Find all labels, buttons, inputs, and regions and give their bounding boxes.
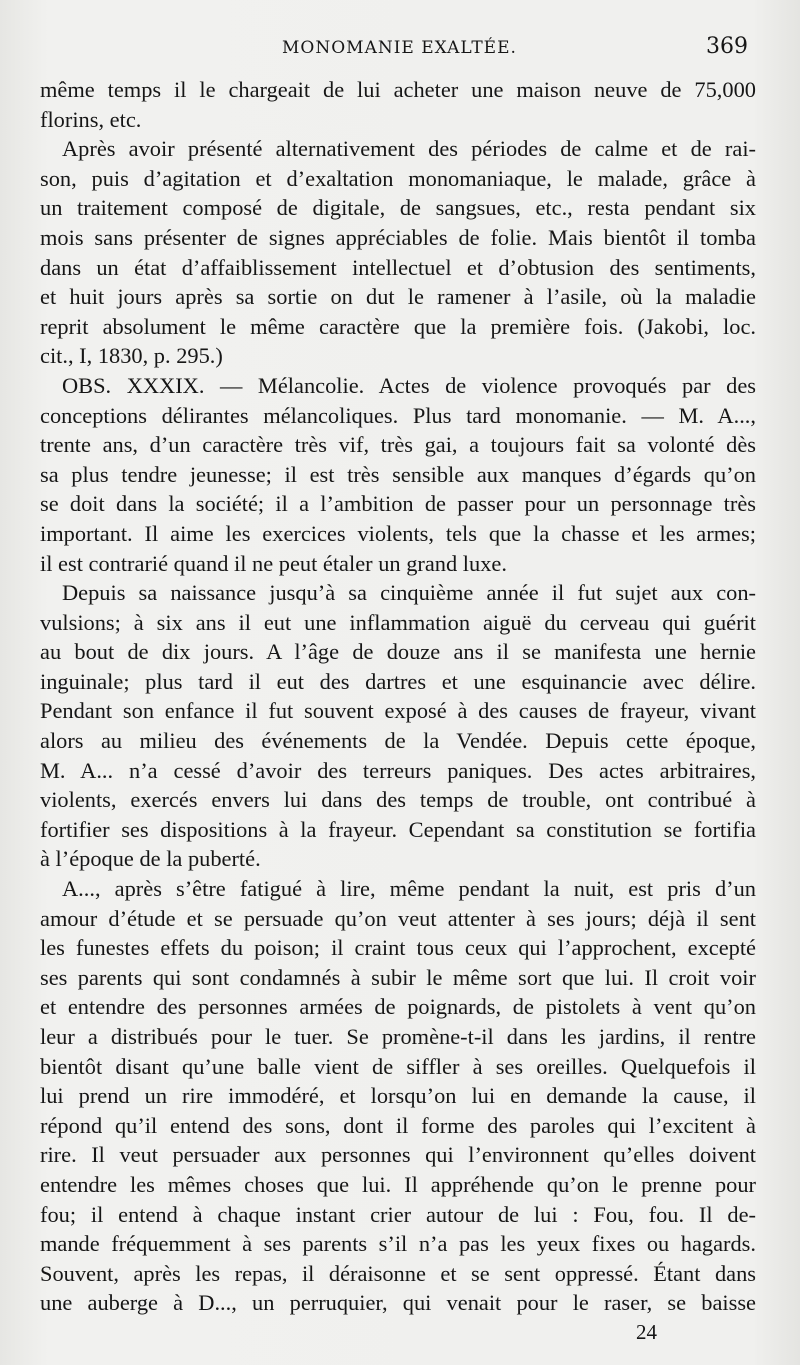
text-line: Depuis sa naissance jusqu’à sa cinquième année il fut sujet aux con- xyxy=(62,580,756,606)
text-line: amour d’étude et se persuade qu’on veut attenter à ses jours; déjà il sent xyxy=(40,905,756,931)
text-line: M. A... n’a cessé d’avoir des terreurs paniques. Des actes arbitraires, xyxy=(40,757,756,783)
text-line: alors au milieu des événements de la Vendée. Depuis cette époque, xyxy=(40,728,756,754)
text-line: cit., I, 1830, p. 295.) xyxy=(40,343,223,369)
text-line: A..., après s’être fatigué à lire, même pendant la nuit, est pris d’un xyxy=(62,876,756,902)
text-line: leur a distribués pour le tuer. Se promène-t-il dans les jardins, il rentre xyxy=(40,1024,756,1049)
text-line: rire. Il veut persuader aux personnes qui l’environnent qu’elles doivent xyxy=(40,1142,756,1168)
text-line: au bout de dix jours. A l’âge de douze ans il se manifesta une hernie xyxy=(40,639,756,665)
text-line: violents, exercés envers lui dans des temps de trouble, ont contribué à xyxy=(40,787,756,813)
text-line: répond qu’il entend des sons, dont il forme des paroles qui l’excitent à xyxy=(40,1112,756,1138)
text-line: sa plus tendre jeunesse; il est très sensible aux manques d’égards qu’on xyxy=(40,461,756,487)
signature-mark: 24 xyxy=(636,1320,657,1344)
page-header xyxy=(0,34,800,64)
text-line: fou; il entend à chaque instant crier autour de lui : Fou, fou. Il de- xyxy=(40,1201,756,1227)
text-line: lui prend un rire immodéré, et lorsqu’on lui en demande la cause, il xyxy=(40,1083,756,1109)
text-line: bientôt disant qu’une balle vient de siffler à ses oreilles. Quelquefois il xyxy=(40,1053,756,1079)
text-line: fortifier ses dispositions à la frayeur. Cependant sa constitution se fortifia xyxy=(40,816,756,842)
text-line: même temps il le chargeait de lui acheter une maison neuve de 75,000 xyxy=(40,77,756,102)
text-line: les funestes effets du poison; il craint tous ceux qui l’approchent, excepté xyxy=(40,935,756,961)
text-line: dans un état d’affaiblissement intellectuel et d’obtusion des sentiments, xyxy=(40,254,756,280)
text-line: Pendant son enfance il fut souvent exposé à des causes de frayeur, vivant xyxy=(40,698,756,724)
text-line: il est contrarié quand il ne peut étaler un grand luxe. xyxy=(40,550,507,576)
text-line: vulsions; à six ans il eut une inflammation aiguë du cerveau qui guérit xyxy=(40,609,756,635)
text-line: et huit jours après sa sortie on dut le ramener à l’asile, où la maladie xyxy=(40,284,756,310)
page-number: 369 xyxy=(706,34,748,59)
text-line: trente ans, d’un caractère très vif, très gai, a toujours fait sa volonté dès xyxy=(40,432,756,458)
text-line: Souvent, après les repas, il déraisonne et se sent oppressé. Étant dans xyxy=(40,1260,756,1286)
text-line: OBS. XXXIX. — Mélancolie. Actes de violence provoqués par des xyxy=(62,372,756,398)
text-line: florins, etc. xyxy=(40,106,142,132)
text-line: important. Il aime les exercices violents, tels que la chasse et les armes; xyxy=(40,520,756,546)
text-line: un traitement composé de digitale, de sangsues, etc., resta pendant six xyxy=(40,195,756,221)
text-line: une auberge à D..., un perruquier, qui venait pour le raser, se baisse xyxy=(40,1290,756,1316)
text-line: inguinale; plus tard il eut des dartres et une esquinancie avec délire. xyxy=(40,668,756,694)
text-line: ses parents qui sont condamnés à subir le même sort que lui. Il croit voir xyxy=(40,964,756,990)
text-line: se doit dans la société; il a l’ambition de passer pour un personnage très xyxy=(40,491,756,517)
text-line: et entendre des personnes armées de poignards, de pistolets à vent qu’on xyxy=(40,994,756,1020)
text-line: son, puis d’agitation et d’exaltation monomaniaque, le malade, grâce à xyxy=(40,165,756,191)
text-line: reprit absolument le même caractère que la première fois. (Jakobi, loc. xyxy=(40,313,756,339)
text-line: conceptions délirantes mélancoliques. Plus tard monomanie. — M. A..., xyxy=(40,402,756,428)
body-text xyxy=(40,75,756,1318)
text-line: mande fréquemment à ses parents s’il n’a pas les yeux fixes ou hagards. xyxy=(40,1231,756,1257)
text-line: à l’époque de la puberté. xyxy=(40,846,261,872)
text-line: entendre les mêmes choses que lui. Il appréhende qu’on le prenne pour xyxy=(40,1171,756,1197)
running-title: MONOMANIE EXALTÉE. xyxy=(282,38,517,58)
text-line: mois sans présenter de signes appréciables de folie. Mais bientôt il tomba xyxy=(40,224,756,250)
text-line: Après avoir présenté alternativement des périodes de calme et de rai- xyxy=(62,136,756,162)
